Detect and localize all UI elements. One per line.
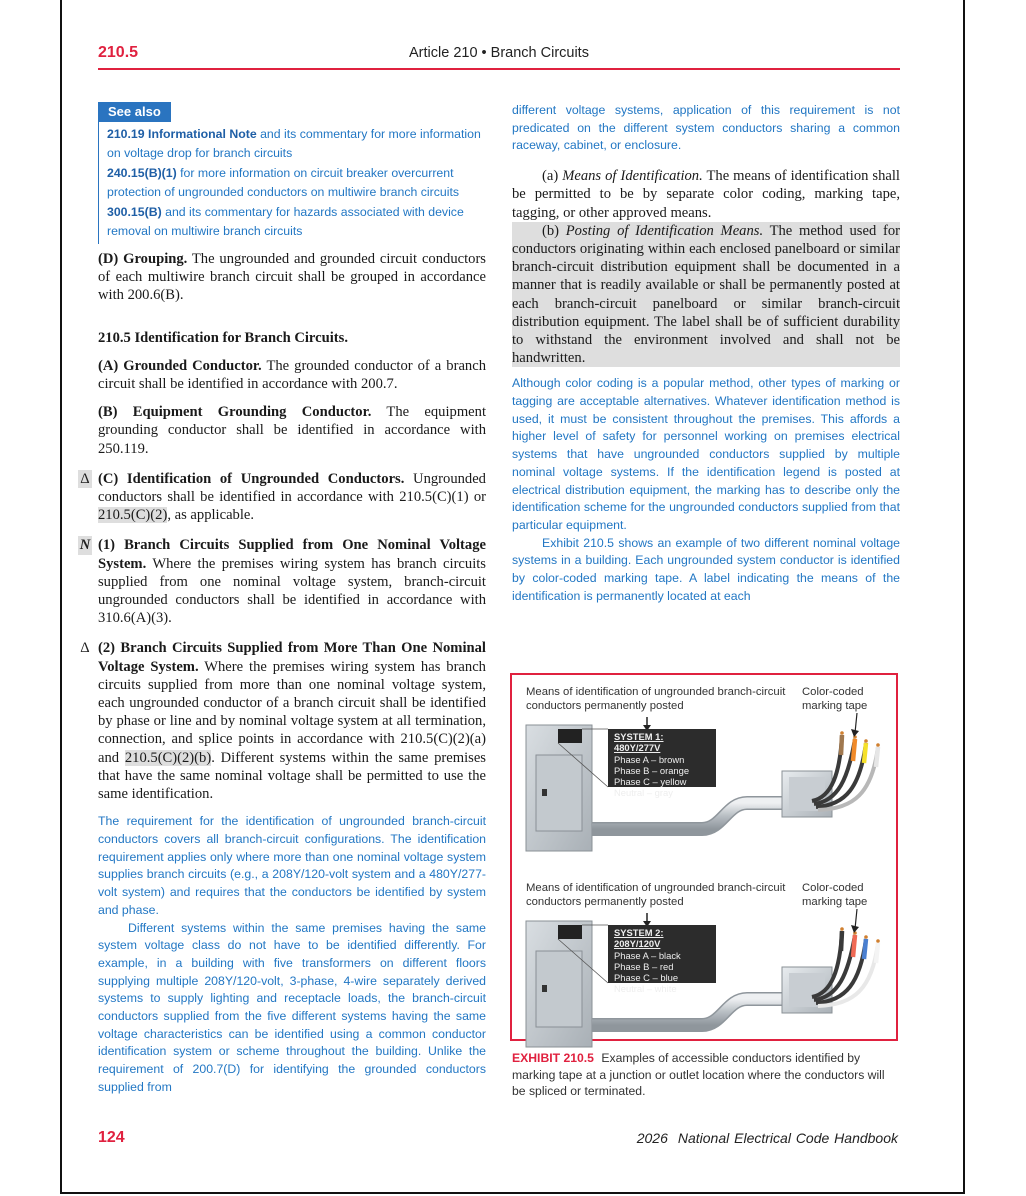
subsection-label: (A) Grounded Conductor. [98, 357, 262, 374]
exhibit-diagram-system-2 [512, 879, 896, 1061]
running-header [98, 44, 900, 70]
commentary-paragraph: The requirement for the identification of ungrounded branch-circuit conductors covers all branch-circuit configurations. The identification requirement applies only where more than one nominal voltage system supplies branch circuits (e.g., a 208Y/120-volt system and a 480Y/277-volt system) and requires that the conductors be identified by system and phase. [98, 814, 486, 917]
see-also-ref-link[interactable]: 240.15(B)(1) [107, 166, 177, 180]
see-also-box [98, 102, 486, 244]
phase-line: Phase C – blue [614, 972, 679, 984]
system-name: SYSTEM 1: 480Y/277V [614, 731, 664, 754]
revision-delta-icon: Δ [78, 470, 92, 488]
right-column [512, 102, 900, 605]
subsection-title: Means of Identification. [562, 168, 703, 185]
system-legend-label [608, 925, 716, 995]
paragraph-b-posting-identification: (b) Posting of Identification Means. The method used for conductors originating within each enclosed panelboard or similar branch-circuit distribution equipment shall be documented in a manner that is readily available or shall be permanently posted at each branch-circuit panelboard or similar branch-circuit distribution equipment. The label shall be of sufficient durability to withstand the environment involved and shall not be handwritten. [512, 222, 901, 367]
color-coded-tape-label: Color-coded marking tape [802, 882, 868, 908]
commentary-paragraph: Different systems within the same premises having the same system voltage class do not have to be identified differently. For example, in a building with five transformers on different floors supplying multiple 208Y/120-volt, 3-phase, 4-wire separately derived systems to supply lighting and receptacle loads, the branch-circuit conductors supplied from the five different systems having the same voltage characteristics can be identified using a common conductor identification system or scheme throughout the building. Unlike the requirement of 200.7(D) for identifying the grounded conductors supplied from [98, 920, 486, 1094]
see-also-ref-link[interactable]: 300.15(B) [107, 205, 162, 219]
phase-line: Phase A – black [614, 949, 681, 961]
paragraph-d-grouping: (D) Grouping. The ungrounded and grounded circuit conductors of each multiwire branch circuit shall be grouped in accordance with 200.6(B). [98, 251, 486, 304]
paragraph-b-equipment-grounding: (B) Equipment Grounding Conductor. The equipment grounding conductor shall be identified in accordance with 250.119. [98, 404, 486, 457]
running-footer [637, 1130, 898, 1146]
subsection-label: (2) Branch Circuits Supplied from More Than One Nominal Voltage System. [98, 640, 486, 675]
subsection-title: Posting of Identification Means. [565, 222, 764, 239]
commentary-paragraph: Although color coding is a popular method, other types of marking or tagging are acceptable alternatives. Whatever identification method is used, it must be consistent throughout the premises. This affords a higher level of safety for personnel working on premises electrical systems that have ungrounded conductors supplied by multiple nominal voltage systems. If the identification legend is posted at electrical distribution equipment, the marking has to describe only the identification scheme for the ungrounded conductors supplied from that particular equipment. [512, 376, 900, 532]
section-heading-210-5: 210.5 Identification for Branch Circuits. [98, 329, 348, 346]
phase-line: Phase C – yellow [614, 776, 687, 788]
system-legend-label [608, 729, 716, 799]
commentary-paragraph: different voltage systems, application of this requirement is not predicated on the different system conductors sharing a common raceway, cabinet, or enclosure. [512, 103, 900, 153]
page-number: 124 [98, 1129, 125, 1146]
paragraph-a-means-of-identification: (a) Means of Identification. The means of identification shall be permitted to be by separate color coding, marking tape, tagging, or other approved means. [512, 168, 900, 221]
subsection-label: (C) Identification of Ungrounded Conductors. [98, 470, 405, 487]
paragraph-c-ungrounded: Δ (C) Identification of Ungrounded Conductors. Ungrounded conductors shall be identified in accordance with 210.5(C)(1) or 210.5(C)(2), as applicable. [98, 470, 486, 525]
exhibit-caption-text: Examples of accessible conductors identified by marking tape at a junction or outlet location where the conductors will be spliced or terminated. [512, 1051, 885, 1099]
means-of-identification-label: Means of identification of ungrounded branch-circuit conductors permanently posted [526, 882, 786, 908]
phase-line: Phase B – red [614, 960, 674, 972]
left-column [79, 102, 486, 1097]
subsection-label: (B) Equipment Grounding Conductor. [98, 404, 372, 421]
color-coded-tape-label: Color-coded marking tape [802, 686, 868, 712]
footer-book-title: National Electrical Code Handbook [677, 1130, 898, 1146]
subsection-label: (1) Branch Circuits Supplied from One Nominal Voltage System. [98, 537, 486, 572]
paragraph-c2-multiple-voltage: Δ (2) Branch Circuits Supplied from More Than One Nominal Voltage System. Where the premises wiring system has branch circuits supplied from more than one nominal voltage system, each ungrounded conductor of a branch circuit shall be identified by phase or line and by nominal voltage system at all termination, connection, and splice points in accordance with 210.5(C)(2)(a) and 210.5(C)(2)(b). Different systems within the same premises that have the same nominal voltage shall be permitted to use the same identification. [98, 639, 486, 803]
see-also-ref-link[interactable]: 210.19 Informational Note [107, 127, 257, 141]
see-also-item: 210.19 Informational Note and its commentary for more information on voltage drop for branch circuits [107, 127, 481, 160]
system-name: SYSTEM 2: 208Y/120V [614, 927, 664, 950]
exhibit-caption-label: EXHIBIT 210.5 [512, 1051, 594, 1065]
commentary-paragraph: Exhibit 210.5 shows an example of two different nominal voltage systems in a building. Each ungrounded system conductor is identified by color-coded marking tape. A label indicating the means of the identification is permanently located at each [512, 535, 900, 603]
new-text-n-icon: N [79, 537, 91, 554]
see-also-item: 240.15(B)(1) for more information on circuit breaker overcurrent protection of ungrounded conductors on multiwire branch circuits [107, 166, 460, 199]
phase-line: Neutral – white [614, 983, 677, 995]
revision-delta-icon: Δ [80, 640, 90, 657]
see-also-item: 300.15(B) and its commentary for hazards associated with device removal on multiwire branch circuits [107, 205, 464, 238]
see-also-label: See also [98, 102, 171, 122]
header-title: Article 210 • Branch Circuits [409, 45, 589, 61]
highlighted-reference: 210.5(C)(2)(b) [124, 749, 212, 766]
means-of-identification-label: Means of identification of ungrounded branch-circuit conductors permanently posted [526, 686, 786, 712]
phase-line: Neutral – gray [614, 787, 673, 799]
exhibit-caption [512, 1050, 900, 1100]
subsection-label: (D) Grouping. [98, 251, 188, 267]
header-section-number: 210.5 [98, 44, 139, 61]
highlighted-reference: 210.5(C)(2) [98, 507, 168, 524]
phase-line: Phase B – orange [614, 764, 690, 776]
phase-line: Phase A – brown [614, 753, 685, 765]
exhibit-figure [510, 673, 898, 1041]
paragraph-a-grounded-conductor: (A) Grounded Conductor. The grounded conductor of a branch circuit shall be identified in accordance with 200.7. [98, 357, 486, 393]
paragraph-c1-one-voltage: N (1) Branch Circuits Supplied from One Nominal Voltage System. Where the premises wiring system has branch circuits supplied from one nominal voltage system, branch-circuit ungrounded conductors shall be identified in accordance with 310.6(A)(3). [79, 537, 486, 627]
footer-year: 2026 [636, 1130, 668, 1146]
exhibit-diagram-system-1 [512, 683, 896, 865]
